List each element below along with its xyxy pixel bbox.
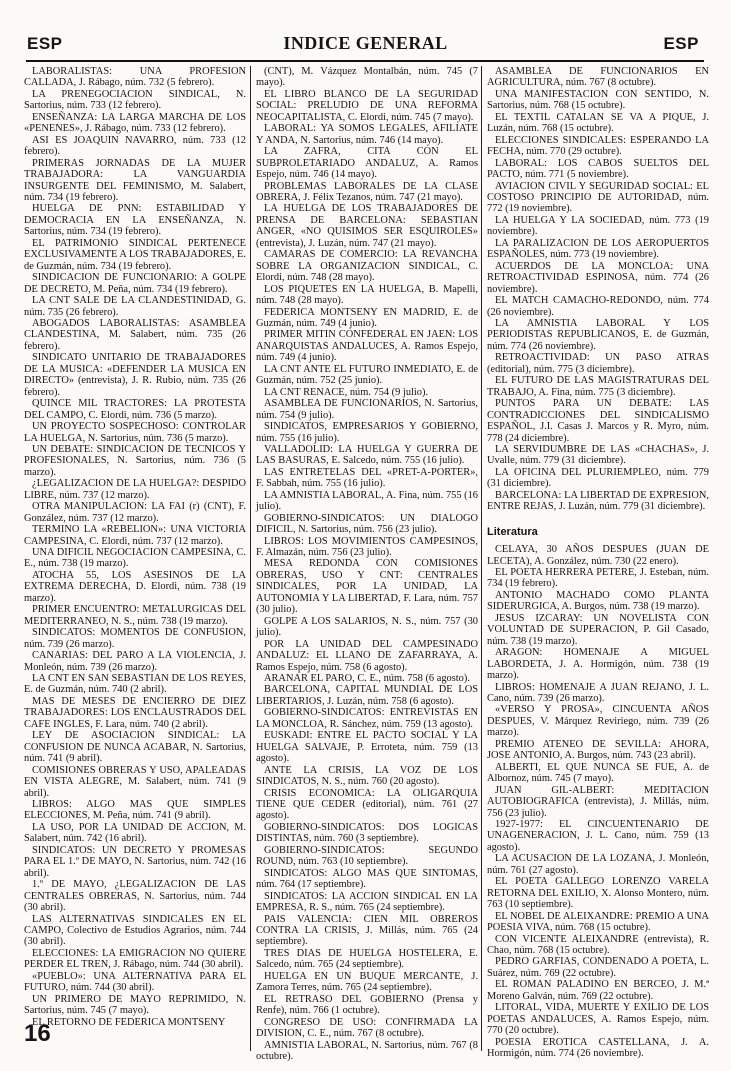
index-entry: GOBIERNO-SINDICATOS: UN DIALOGO DIFICIL, N. Sartorius, núm. 756 (23 julio).	[256, 512, 478, 536]
index-entry: GOBIERNO-SINDICATOS: DOS LOGICAS DISTINTAS, núm. 760 (3 septiembre).	[256, 821, 478, 845]
entry-list	[487, 66, 709, 513]
index-entry: TRES DIAS DE HUELGA HOSTELERA, E. Salcedo, núm. 765 (24 septiembre).	[256, 947, 478, 971]
index-entry: UN PROYECTO SOSPECHOSO: CONTROLAR LA HUELGA, N. Sartorius, núm. 736 (5 marzo).	[24, 421, 246, 444]
index-entry: EL ROMAN PALADINO EN BERCEO, J. M.ª Moreno Galván, núm. 769 (22 octubre).	[487, 979, 709, 1002]
index-entry: PREMIO ATENEO DE SEVILLA: AHORA, JOSE ANTONIO, A. Burgos, núm. 743 (23 abril).	[487, 738, 709, 762]
section-heading-literatura: Literatura	[487, 525, 538, 538]
index-entry: LA ACUSACION DE LA LOZANA, J. Monleón, núm. 761 (27 agosto).	[487, 853, 709, 876]
index-entry: EL RETRASO DEL GOBIERNO (Prensa y Renfe), núm. 766 (1 octubre).	[256, 993, 478, 1017]
index-entry: ATOCHA 55, LOS ASESINOS DE LA EXTREMA DERECHA, D. Elordi, núm. 738 (19 marzo).	[24, 569, 246, 604]
index-entry: LIBROS: ALGO MAS QUE SIMPLES ELECCIONES, M. Peña, núm. 741 (9 abril).	[24, 799, 246, 822]
index-entry: SINDICACION DE FUNCIONARIO: A GOLPE DE DECRETO, M. Peña, núm. 734 (19 febrero).	[24, 272, 246, 295]
column-2	[256, 66, 478, 1062]
index-entry: LA CNT SALE DE LA CLANDESTINIDAD, G. núm. 735 (26 febrero).	[24, 295, 246, 318]
index-entry: ACUERDOS DE LA MONCLOA: UNA RETROACTIVIDAD ESPINOSA, núm. 774 (26 noviembre).	[487, 260, 709, 295]
index-entry: ELECCIONES: LA EMIGRACION NO QUIERE PERDER EL TREN, J. Rábago, núm. 744 (30 abril).	[24, 947, 246, 971]
index-entry: OTRA MANIPULACION: LA FAI (r) (CNT), F. González, núm. 737 (12 marzo).	[24, 501, 246, 524]
index-entry: CANARIAS: DEL PARO A LA VIOLENCIA, J. Monleón, núm. 739 (26 marzo).	[24, 650, 246, 673]
index-entry: «VERSO Y PROSA», CINCUENTA AÑOS DESPUES, V. Márquez Reviriego, núm. 739 (26 marzo).	[487, 704, 709, 739]
header-rule	[26, 60, 704, 62]
index-entry: GOBIERNO-SINDICATOS: ENTREVISTAS EN LA MONCLOA, R. Sánchez, núm. 759 (13 agosto).	[256, 707, 478, 730]
index-entry: LABORAL: YA SOMOS LEGALES, AFILIATE Y ANDA, N. Sartorius, núm. 746 (14 mayo).	[256, 123, 478, 146]
index-entry: UNA DIFICIL NEGOCIACION CAMPESINA, C. E., núm. 738 (19 marzo).	[24, 547, 246, 570]
index-entry: ANTE LA CRISIS, LA VOZ DE LOS SINDICATOS, N. S., núm. 760 (20 agosto).	[256, 764, 478, 788]
index-entry: LA AMNISTIA LABORAL, A. Fina, núm. 755 (16 julio).	[256, 489, 478, 513]
index-entry: MESA REDONDA CON COMISIONES OBRERAS, USO Y CNT: CENTRALES SINDICALES, POR LA UNIDAD, LA AUTONOMIA Y LA LIBERTAD, F. Lara, núm. 757 (30 julio).	[256, 558, 478, 616]
index-entry: ASAMBLEA DE FUNCIONARIOS, N. Sartorius, núm. 754 (9 julio).	[256, 398, 478, 421]
index-entry: SINDICATOS: ALGO MAS QUE SINTOMAS, núm. 764 (17 septiembre).	[256, 867, 478, 891]
index-entry: EL POETA HERRERA PETERE, J. Esteban, núm. 734 (19 febrero).	[487, 567, 709, 590]
index-entry: ENSEÑANZA: LA LARGA MARCHA DE LOS «PENENES», J. Rábago, núm. 733 (12 febrero).	[24, 111, 246, 135]
index-entry: HUELGA DE PNN: ESTABILIDAD Y DEMOCRACIA EN LA ENSEÑANZA, N. Sartorius, núm. 734 (19 febrero).	[24, 203, 246, 238]
index-entry: TERMINO LA «REBELION»: UNA VICTORIA CAMPESINA, C. Elordi, núm. 737 (12 marzo).	[24, 524, 246, 547]
index-entry: LA CNT EN SAN SEBASTIAN DE LOS REYES, E. de Guzmán, núm. 740 (2 abril).	[24, 673, 246, 696]
column-divider	[481, 66, 482, 1051]
index-entry: (CNT), M. Vázquez Montalbán, núm. 745 (7 mayo).	[256, 66, 478, 89]
index-entry: LAS ALTERNATIVAS SINDICALES EN EL CAMPO, Colectivo de Estudios Agrarios, núm. 744 (30 abril).	[24, 913, 246, 948]
index-entry: LABORALISTAS: UNA PROFESION CALLADA, J. Rábago, núm. 732 (5 febrero).	[24, 66, 246, 89]
index-entry: EUSKADI: ENTRE EL PACTO SOCIAL Y LA HUELGA SALVAJE, P. Erroteta, núm. 759 (13 agosto).	[256, 730, 478, 765]
index-entry: PUNTOS PARA UN DEBATE: LAS CONTRADICCIONES DEL SINDICALISMO ESPAÑOL, J.I. Casas J. Marcos y R. Myro, núm. 778 (24 diciembre).	[487, 398, 709, 444]
index-entry: GOLPE A LOS SALARIOS, N. S., núm. 757 (30 julio).	[256, 615, 478, 639]
index-entry: ARANAR EL PARO, C. E., núm. 758 (6 agosto).	[264, 673, 470, 685]
index-entry: ARAGON: HOMENAJE A MIGUEL LABORDETA, J. A. Hormigón, núm. 738 (19 marzo).	[487, 647, 709, 682]
index-entry: UN DEBATE: SINDICACION DE TECNICOS Y PROFESIONALES, N. Sartorius, núm. 736 (5 marzo).	[24, 443, 246, 478]
index-entry: LAS ENTRETELAS DEL «PRET-A-PORTER», F. Sabbah, núm. 755 (16 julio).	[256, 466, 478, 490]
index-entry: BARCELONA, CAPITAL MUNDIAL DE LOS LIBERTARIOS, J. Luzán, núm. 758 (6 agosto).	[256, 684, 478, 707]
page-number: 16	[24, 1020, 51, 1047]
index-entry: FEDERICA MONTSENY EN MADRID, E. de Guzmán, núm. 749 (4 junio).	[256, 306, 478, 329]
index-entry: MAS DE MESES DE ENCIERRO DE DIEZ TRABAJADORES: LOS ENCLAUSTRADOS DEL CAFE INGLES, F. Lara, núm. 740 (2 abril).	[24, 695, 246, 730]
index-entry: LIBROS: LOS MOVIMIENTOS CAMPESINOS, F. Almazán, núm. 756 (23 julio).	[256, 535, 478, 559]
header-country-right: ESP	[663, 34, 699, 53]
index-entry: CELAYA, 30 AÑOS DESPUES (JUAN DE LECETA), A. González, núm. 730 (22 enero).	[487, 544, 709, 567]
column-3	[487, 66, 709, 1060]
index-entry: RETROACTIVIDAD: UN PASO ATRAS (editorial), núm. 775 (3 diciembre).	[487, 352, 709, 375]
index-entry: POR LA UNIDAD DEL CAMPESINADO ANDALUZ: EL LLANO DE ZAFARRAYA, A. Ramos Espejo, núm. 758 (6 agosto).	[256, 638, 478, 673]
column-1	[24, 66, 246, 1051]
index-entry: LA USO, POR LA UNIDAD DE ACCION, M. Salabert, núm. 742 (16 abril).	[24, 821, 246, 845]
index-entry: CONGRESO DE USO: CONFIRMADA LA DIVISION, C. E., núm. 767 (8 octubre).	[256, 1016, 478, 1040]
index-entry: PRIMER ENCUENTRO: METALURGICAS DEL MEDITERRANEO, N. S., núm. 738 (19 marzo).	[24, 604, 246, 627]
index-entry: UNA MANIFESTACION CON SENTIDO, N. Sartorius, núm. 768 (15 octubre).	[487, 88, 709, 112]
index-entry: AMNISTIA LABORAL, N. Sartorius, núm. 767 (8 octubre).	[256, 1039, 478, 1062]
index-entry: LABORAL: LOS CABOS SUELTOS DEL PACTO, núm. 771 (5 noviembre).	[487, 157, 709, 181]
index-entry: SINDICATOS: MOMENTOS DE CONFUSION, núm. 739 (26 marzo).	[24, 627, 246, 650]
index-entry: JUAN GIL-ALBERT: MEDITACION AUTOBIOGRAFICA (entrevista), J. Millás, núm. 756 (23 julio).	[487, 784, 709, 819]
index-entry: EL FUTURO DE LAS MAGISTRATURAS DEL TRABAJO, A. Fina, núm. 775 (3 diciembre).	[487, 375, 709, 398]
index-entry: SINDICATOS, EMPRESARIOS Y GOBIERNO, núm. 755 (16 julio).	[256, 421, 478, 444]
index-entry: EL POETA GALLEGO LORENZO VARELA RETORNA DEL EXILIO, X. Alonso Montero, núm. 763 (10 septiembre).	[487, 876, 709, 911]
index-entry: EL MATCH CAMACHO-REDONDO, núm. 774 (26 noviembre).	[487, 295, 709, 318]
index-entry: PRIMER MITIN CONFEDERAL EN JAEN: LOS ANARQUISTAS ANDALUCES, A. Ramos Espejo, núm. 749 (4 junio).	[256, 329, 478, 364]
index-entry: SINDICATOS: UN DECRETO Y PROMESAS PARA EL 1.º DE MAYO, N. Sartorius, núm. 742 (16 abril).	[24, 844, 246, 879]
index-entry: LA CNT RENACE, núm. 754 (9 julio).	[264, 386, 429, 398]
index-entry: EL LIBRO BLANCO DE LA SEGURIDAD SOCIAL: PRELUDIO DE UNA REFORMA NEOCAPITALISTA, C. Elordi, núm. 745 (7 mayo).	[256, 88, 478, 123]
index-entry: ELECCIONES SINDICALES: ESPERANDO LA FECHA, núm. 770 (29 octubre).	[487, 134, 709, 158]
index-entry: ¿LEGALIZACION DE LA HUELGA?: DESPIDO LIBRE, núm. 737 (12 marzo).	[24, 478, 246, 501]
index-entry: ALBERTI, EL QUE NUNCA SE FUE, A. de Albornoz, núm. 745 (7 mayo).	[487, 761, 709, 785]
index-entry: PAIS VALENCIA: CIEN MIL OBREROS CONTRA LA CRISIS, J. Millás, núm. 765 (24 septiembre).	[256, 913, 478, 948]
index-entry: UN PRIMERO DE MAYO REPRIMIDO, N. Sartorius, núm. 745 (7 mayo).	[24, 993, 246, 1017]
index-entry: LIBROS: HOMENAJE A JUAN REJANO, J. L. Cano, núm. 739 (26 marzo).	[487, 681, 709, 705]
index-entry: POESIA EROTICA CASTELLANA, J. A. Hormigón, núm. 774 (26 noviembre).	[487, 1036, 709, 1060]
index-entry: PEDRO GARFIAS, CONDENADO A POETA, L. Suárez, núm. 769 (22 octubre).	[487, 956, 709, 979]
column-divider	[250, 66, 251, 1051]
index-entry: VALLADOLID: LA HUELGA Y GUERRA DE LAS BASURAS, E. Salcedo, núm. 755 (16 julio).	[256, 443, 478, 467]
entry-list	[487, 544, 709, 1059]
header-country-left: ESP	[27, 34, 63, 53]
index-entry: ABOGADOS LABORALISTAS: ASAMBLEA CLANDESTINA, M. Salabert, núm. 735 (26 febrero).	[24, 317, 246, 352]
index-entry: LA ZAFRA, CITA CON EL SUBPROLETARIADO ANDALUZ, A. Ramos Espejo, núm. 746 (14 mayo).	[256, 146, 478, 181]
index-entry: LA SERVIDUMBRE DE LAS «CHACHAS», J. Uvalle, núm. 779 (31 diciembre).	[487, 443, 709, 467]
page-title: INDICE GENERAL	[283, 33, 448, 53]
index-entry: LA HUELGA Y LA SOCIEDAD, núm. 773 (19 noviembre).	[487, 214, 709, 238]
index-entry: BARCELONA: LA LIBERTAD DE EXPRESION, ENTRE REJAS, J. Luzán, núm. 779 (31 diciembre).	[487, 489, 709, 513]
index-entry: CRISIS ECONOMICA: LA OLIGARQUIA TIENE QUE CEDER (editorial), núm. 761 (27 agosto).	[256, 787, 478, 822]
index-entry: CAMARAS DE COMERCIO: LA REVANCHA SOBRE LA ORGANIZACION SINDICAL, C. Elordi, núm. 748 (28 mayo).	[256, 249, 478, 284]
index-entry: PROBLEMAS LABORALES DE LA CLASE OBRERA, J. Félix Tezanos, núm. 747 (21 mayo).	[256, 180, 478, 203]
index-entry: JESUS IZCARAY: UN NOVELISTA CON VOLUNTAD DE SUPERACION, P. Gil Casado, núm. 738 (19 marzo).	[487, 612, 709, 647]
index-entry: AVIACION CIVIL Y SEGURIDAD SOCIAL: EL COSTOSO PRINCIPIO DE AUTORIDAD, núm. 772 (19 noviembre).	[487, 180, 709, 215]
index-entry: «PUEBLO»: UNA ALTERNATIVA PARA EL FUTURO, núm. 744 (30 abril).	[24, 970, 246, 994]
index-entry: 1927-1977: EL CINCUENTENARIO DE UNAGENERACION, J. L. Cano, núm. 759 (13 agosto).	[487, 819, 709, 853]
index-entry: ASAMBLEA DE FUNCIONARIOS EN AGRICULTURA, núm. 767 (8 octubre).	[487, 66, 709, 89]
index-entry: ASI ES JOAQUIN NAVARRO, núm. 733 (12 febrero).	[24, 134, 246, 158]
index-entry: LA OFICINA DEL PLURIEMPLEO, núm. 779 (31 diciembre).	[487, 466, 709, 490]
index-entry: EL PATRIMONIO SINDICAL PERTENECE EXCLUSIVAMENTE A LOS TRABAJADORES, E. de Guzmán, núm. 734 (19 febrero).	[24, 237, 246, 272]
index-entry: LA HUELGA DE LOS TRABAJADORES DE PRENSA DE BARCELONA: SEBASTIAN ANGER, «NO QUISIMOS SER ESQUIROLES» (entrevista), J. Luzán, núm. 747 (21 mayo).	[256, 203, 478, 249]
index-entry: LA PRENEGOCIACION SINDICAL, N. Sartorius, núm. 733 (12 febrero).	[24, 88, 246, 112]
index-entry: EL RETORNO DE FEDERICA MONTSENY	[32, 1016, 226, 1028]
index-entry: 1.º DE MAYO, ¿LEGALIZACION DE LAS CENTRALES OBRERAS, N. Sartorius, núm. 744 (30 abril).	[24, 879, 246, 914]
index-entry: QUINCE MIL TRACTORES: LA PROTESTA DEL CAMPO, C. Elordi, núm. 736 (5 marzo).	[24, 398, 246, 421]
index-entry: GOBIERNO-SINDICATOS: SEGUNDO ROUND, núm. 763 (10 septiembre).	[256, 844, 478, 868]
index-entry: EL TEXTIL CATALAN SE VA A PIQUE, J. Luzán, núm. 768 (15 octubre).	[487, 111, 709, 135]
index-entry: LA CNT ANTE EL FUTURO INMEDIATO, E. de Guzmán, núm. 752 (25 junio).	[256, 363, 478, 387]
index-entry: HUELGA EN UN BUQUE MERCANTE, J. Zamora Terres, núm. 765 (24 septiembre).	[256, 970, 478, 994]
index-entry: LOS PIQUETES EN LA HUELGA, B. Mapelli, núm. 748 (28 mayo).	[256, 283, 478, 307]
index-entry: COMISIONES OBRERAS Y USO, APALEADAS EN VISTA ALEGRE, M. Salabert, núm. 741 (9 abril).	[24, 764, 246, 799]
index-entry: LA PARALIZACION DE LOS AEROPUERTOS ESPAÑOLES, núm. 773 (19 noviembre).	[487, 237, 709, 261]
index-entry: CON VICENTE ALEIXANDRE (entrevista), R. Chao, núm. 768 (15 octubre).	[487, 933, 709, 956]
index-entry: SINDICATOS: LA ACCION SINDICAL EN LA EMPRESA, R. S., núm. 765 (24 septiembre).	[256, 890, 478, 914]
index-entry: LITORAL, VIDA, MUERTE Y EXILIO DE LOS POETAS ANDALUCES, A. Ramos Espejo, núm. 770 (20 octubre).	[487, 1002, 709, 1037]
index-entry: PRIMERAS JORNADAS DE LA MUJER TRABAJADORA: LA VANGUARDIA INSURGENTE DEL FEMINISMO, M. Salabert, núm. 734 (19 febrero).	[24, 157, 246, 203]
index-entry: LA AMNISTIA LABORAL Y LOS PERIODISTAS REPUBLICANOS, E. de Guzmán, núm. 774 (26 noviembre).	[487, 317, 709, 352]
index-entry: ANTONIO MACHADO COMO PLANTA SIDERURGICA, A. Burgos, núm. 738 (19 marzo).	[487, 589, 709, 613]
index-entry: SINDICATO UNITARIO DE TRABAJADORES DE LA MUSICA: «DEFENDER LA MUSICA EN DIRECTO» (entrevista), J. R. Rubio, núm. 735 (26 febrero).	[24, 352, 246, 398]
index-entry: LEY DE ASOCIACION SINDICAL: LA CONFUSION DE NUNCA ACABAR, N. Sartorius, núm. 741 (9 abril).	[24, 730, 246, 765]
index-entry: EL NOBEL DE ALEIXANDRE: PREMIO A UNA POESIA VIVA, núm. 768 (15 octubre).	[487, 910, 709, 934]
